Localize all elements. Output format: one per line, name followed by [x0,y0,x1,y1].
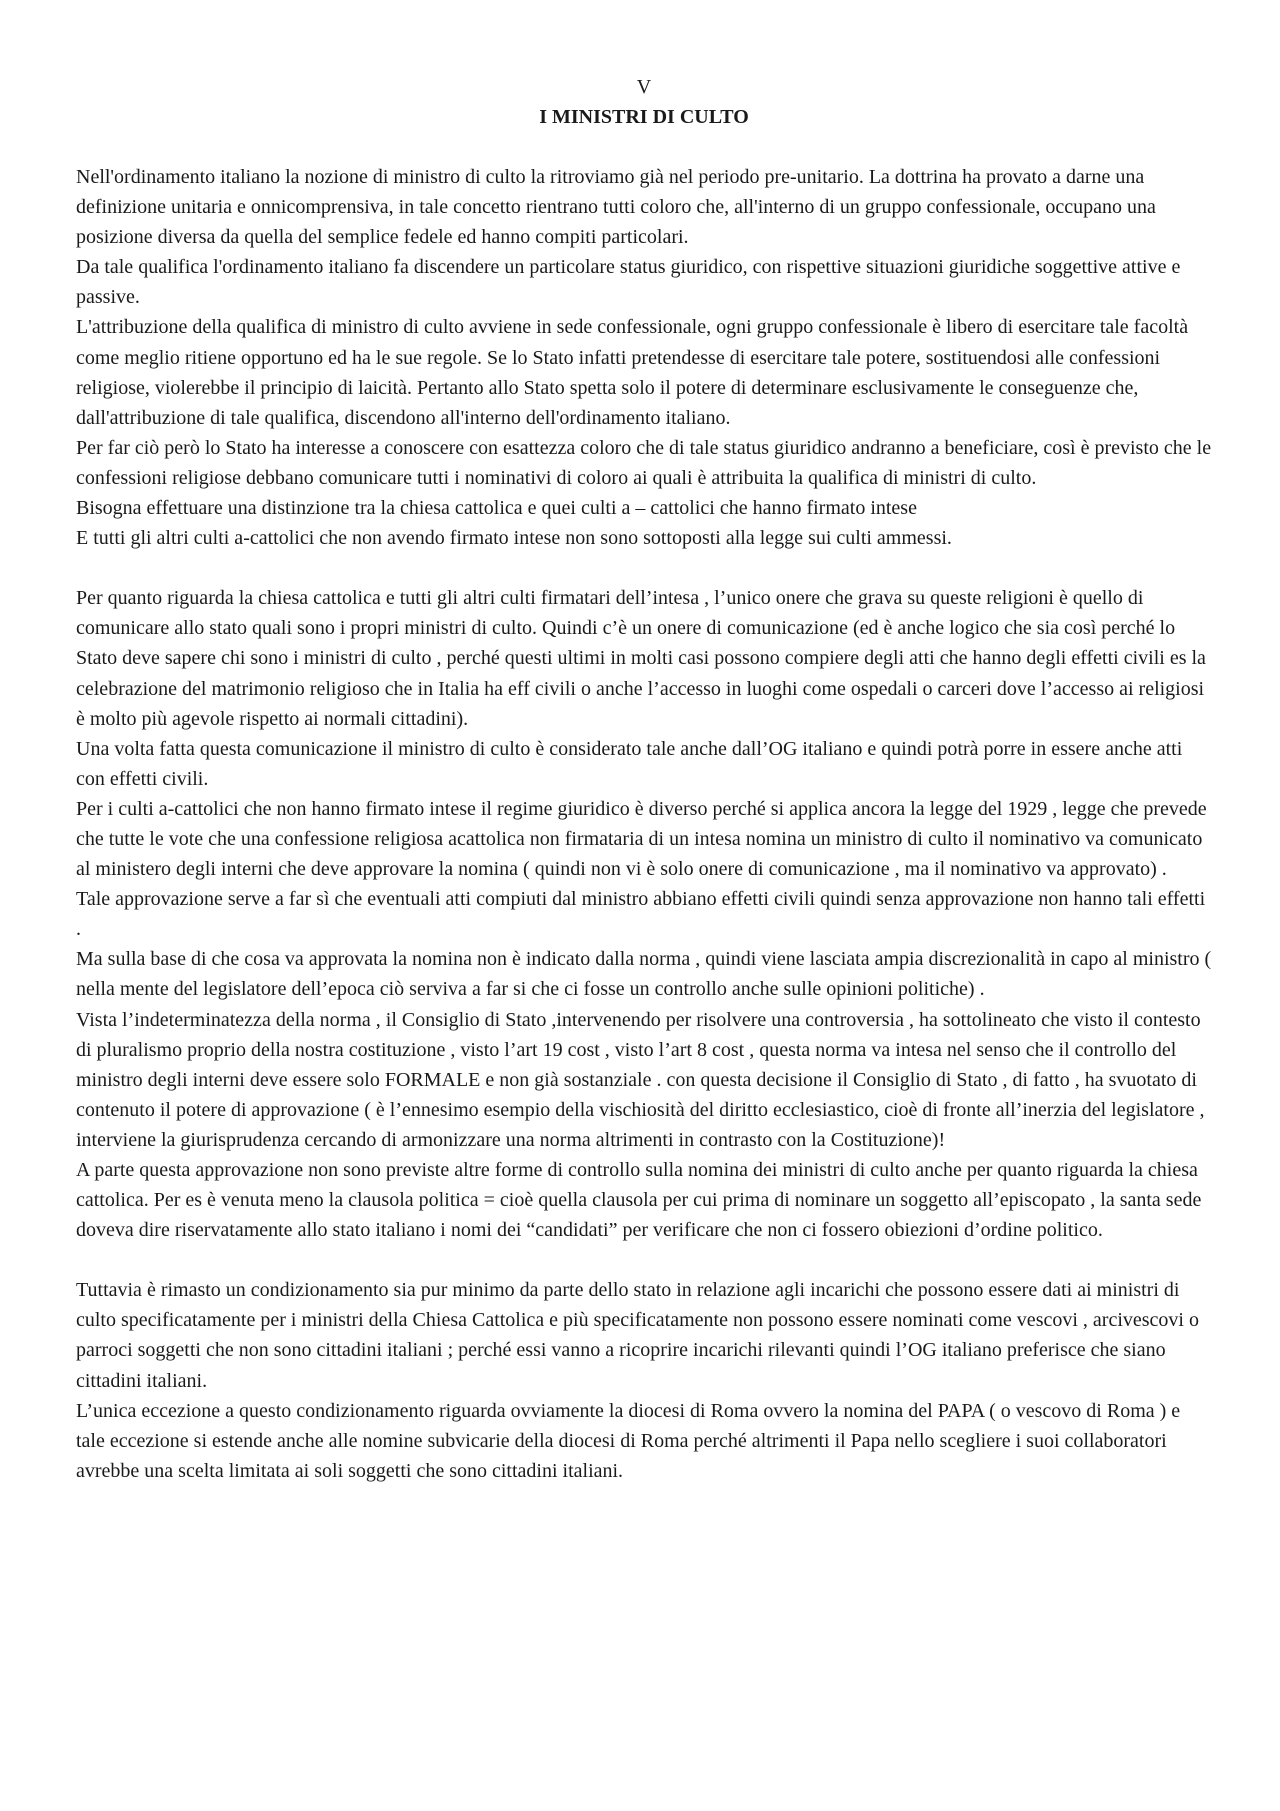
paragraph: Tuttavia è rimasto un condizionamento sia pur minimo da parte dello stato in relazione agli incarichi che possono essere dati ai ministri di culto specificatamente per i ministri della Chiesa Cattolica e più specificatamente non possono essere nominati come vescovi , arcivescovi o parroci soggetti che non sono cittadini italiani ; perché essi vanno a ricoprire incarichi rilevanti quindi l’OG italiano preferisce che siano cittadini italiani. [76,1279,1199,1392]
paragraph: Per quanto riguarda la chiesa cattolica e tutti gli altri culti firmatari dell’intesa , l’unico onere che grava su queste religioni è quello di comunicare allo stato quali sono i propri ministri di culto. Quindi c’è un onere di comunicazione (ed è anche logico che sia così perché lo Stato deve sapere chi sono i ministri di culto , perché questi ultimi in molti casi possono compiere degli atti che hanno degli effetti civili es la celebrazione del matrimonio religioso che in Italia ha eff civili o anche l’accesso in luoghi come ospedali o carceri dove l’accesso ai religiosi è molto più agevole rispetto ai normali cittadini). [76,587,1206,730]
paragraph: Per i culti a-cattolici che non hanno firmato intese il regime giuridico è diverso perché si applica ancora la legge del 1929 , legge che prevede che tutte le vote che una confessione religiosa acattolica non firmataria di un intesa nomina un ministro di culto il nominativo va comunicato al ministero degli interni che deve approvare la nomina ( quindi non vi è solo onere di comunicazione , ma il nominativo va approvato) . [76,797,1207,881]
chapter-number: V [636,76,652,98]
paragraph: Bisogna effettuare una distinzione tra la chiesa cattolica e quei culti a – cattolici che hanno firmato intese [76,497,917,520]
paragraph: Ma sulla base di che cosa va approvata la nomina non è indicato dalla norma , quindi viene lasciata ampia discrezionalità in capo al ministro ( nella mente del legislatore dell’epoca ciò serviva a far si che ci fosse un controllo anche sulle opinioni politiche) . [76,948,1212,1001]
paragraph: Tale approvazione serve a far sì che eventuali atti compiuti dal ministro abbiano effetti civili quindi senza approvazione non hanno tali effetti . [76,888,1206,941]
paragraph: Da tale qualifica l'ordinamento italiano fa discendere un particolare status giuridico, con rispettive situazioni giuridiche soggettive attive e passive. [76,256,1181,309]
section-3 [76,1275,1212,1486]
document-page [76,72,1212,1516]
paragraph: L'attribuzione della qualifica di ministro di culto avviene in sede confessionale, ogni gruppo confessionale è libero di esercitare tale facoltà come meglio ritiene opportuno ed ha le sue regole. Se lo Stato infatti pretendesse di esercitare tale potere, sostituendosi alle confessioni religiose, violerebbe il principio di laicità. Pertanto allo Stato spetta solo il potere di determinare esclusivamente le conseguenze che, dall'attribuzione di tale qualifica, discendono all'interno dell'ordinamento italiano. [76,316,1189,429]
section-2 [76,583,1212,1245]
section-1 [76,162,1212,553]
paragraph: L’unica eccezione a questo condizionamento riguarda ovviamente la diocesi di Roma ovvero la nomina del PAPA ( o vescovo di Roma ) e tale eccezione si estende anche alle nomine subvicarie della diocesi di Roma perché altrimenti il Papa nello scegliere i suoi collaboratori avrebbe una scelta limitata ai soli soggetti che sono cittadini italiani. [76,1399,1181,1482]
paragraph: A parte questa approvazione non sono previste altre forme di controllo sulla nomina dei ministri di culto anche per quanto riguarda la chiesa cattolica. Per es è venuta meno la clausola politica = cioè quella clausola per cui prima di nominare un soggetto all’episcopato , la santa sede doveva dire riservatamente allo stato italiano i nomi dei “candidati” per verificare che non ci fossero obiezioni d’ordine politico. [76,1159,1202,1242]
chapter-title: I MINISTRI DI CULTO [539,106,749,128]
paragraph: Vista l’indeterminatezza della norma , il Consiglio di Stato ,intervenendo per risolvere una controversia , ha sottolineato che visto il contesto di pluralismo proprio della nostra costituzione , visto l’art 19 cost , visto l’art 8 cost , questa norma va intesa nel senso che il controllo del ministro degli interni deve essere solo FORMALE e non già sostanziale . con questa decisione il Consiglio di Stato , di fatto , ha svuotato di contenuto il potere di approvazione ( è l’ennesimo esempio della vischiosità del diritto ecclesiastico, cioè di fronte all’inerzia del legislatore , interviene la giurisprudenza cercando di armonizzare una norma altrimenti in contrasto con la Costituzione)! [76,1008,1205,1151]
paragraph: E tutti gli altri culti a-cattolici che non avendo firmato intese non sono sottoposti alla legge sui culti ammessi. [76,527,952,550]
paragraph: Nell'ordinamento italiano la nozione di ministro di culto la ritroviamo già nel periodo pre-unitario. La dottrina ha provato a darne una definizione unitaria e onnicomprensiva, in tale concetto rientrano tutti coloro che, all'interno di un gruppo confessionale, occupano una posizione diversa da quella del semplice fedele ed hanno compiti particolari. [76,166,1156,249]
paragraph: Una volta fatta questa comunicazione il ministro di culto è considerato tale anche dall’OG italiano e quindi potrà porre in essere anche atti con effetti civili. [76,737,1183,790]
paragraph: Per far ciò però lo Stato ha interesse a conoscere con esattezza coloro che di tale status giuridico andranno a beneficiare, così è previsto che le confessioni religiose debbano comunicare tutti i nominativi di coloro ai quali è attribuita la qualifica di ministri di culto. [76,436,1212,489]
